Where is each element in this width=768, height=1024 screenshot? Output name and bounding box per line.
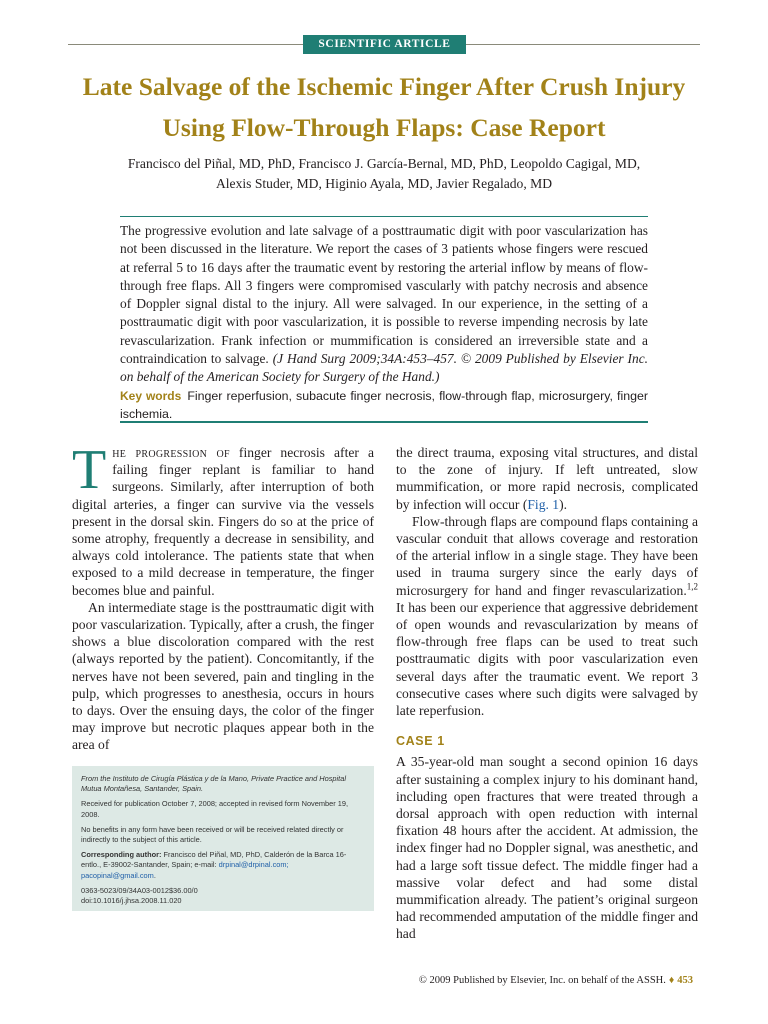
page-number: 453 <box>677 975 693 986</box>
case-1-heading: CASE 1 <box>396 734 445 749</box>
intro-paragraph-3-text: the direct trauma, exposing vital structures, and distal to the zone of injury. If left untreated, slow mummification, or more rapid necrosis, complicated by infection will occur ( <box>396 445 698 512</box>
intro-paragraph-4-text: Flow-through flaps are compound flaps containing a vascular conduit that allows coverage and restoration of the arterial inflow in a single stage. They have been used in trauma surgery since the early days of microsurgery for hand and finger revascularization. <box>396 513 698 598</box>
received-dates: Received for publication October 7, 2008; accepted in revised form November 19, 2008. <box>81 799 349 819</box>
affiliation: From the Instituto de Cirugía Plástica y de la Mano, Private Practice and Hospital Mutua Montañesa, Santander, Spain. <box>81 774 346 794</box>
benefits-statement: No benefits in any form have been received or will be received related directly or indirectly to the subject of this article. <box>81 824 344 845</box>
intro-paragraph-4 <box>396 513 698 719</box>
left-column <box>72 439 374 754</box>
intro-paragraph-4-rest: It has been our experience that aggressive debridement of open wounds and revascularization by means of flow-through free flaps can be used to treat such posttraumatic digits with poor vascularization even several days after the traumatic event. We report 3 consecutive cases where such digits were salvaged by late reperfusion. <box>396 599 698 719</box>
copyright-text: © 2009 Published by Elsevier, Inc. on behalf of the ASSH. <box>418 975 666 986</box>
title-line-2: Using Flow-Through Flaps: Case Report <box>162 113 606 142</box>
title-line-1: Late Salvage of the Ischemic Finger After Crush Injury <box>82 72 686 101</box>
intro-paragraph-2: An intermediate stage is the posttraumatic digit with poor vascularization. Typically, after a crush, the finger shows a blue discoloration compared with the rest (always reported by the patient). Concomitantly, if the nerves have not been severed, pain and tingling in the pulp, which progresses to anesthesia, occurs in hours to days. Over the ensuing days, the color of the finger may improve but necrotic plaques appear both in the area of <box>72 599 374 753</box>
keywords-label: Key words <box>120 388 182 403</box>
abstract-bottom-rule <box>120 421 648 423</box>
abstract-body: The progressive evolution and late salvage of a posttraumatic digit with poor vascularization has not been discussed in the literature. We report the cases of 3 patients whose fingers were rescued at referral 5 to 16 days after the traumatic event by restoring the arterial inflow by means of flow-through free flaps. All 3 fingers were compromised vascularly with patchy necrosis and absence of Doppler signal distal to the injury. All were salvaged. In our experience, in the setting of a posttraumatic digit with poor vascularization, it is possible to reverse impending necrosis by late revascularization. Frank infection or mummification is considered an irreversible state and a contraindication to salvage. <box>120 223 648 367</box>
abstract-citation: (J Hand Surg 2009;34A:453–457. © 2009 Published by Elsevier Inc. on behalf of the American Society for Surgery of the Hand.) <box>120 351 648 385</box>
author-list <box>80 154 688 194</box>
diamond-icon: ♦ <box>668 975 675 986</box>
reference-1-2[interactable]: 1,2 <box>686 581 698 592</box>
corresponding-author-end: . <box>153 870 156 880</box>
issn: 0363-5023/09/34A03-0012$36.00/0 <box>81 885 198 895</box>
intro-paragraph-1-text: finger necrosis after a failing finger replant is familiar to hand surgeons. Similarly, after interruption of both digital arteries, a finger can survive via the vessels present in the dorsal skin. Fingers do so at the price of some atrophy, frequently a decrease in sensibility, and always cold intolerance. The patients state that when exposed to a mild decrease in temperature, the finger becomes blue and painful. <box>72 445 374 598</box>
authors-line-1: Francisco del Piñal, MD, PhD, Francisco J. García-Bernal, MD, PhD, Leopoldo Cagigal, MD, <box>127 156 641 171</box>
article-title <box>40 66 728 148</box>
intro-paragraph-3 <box>396 444 698 513</box>
corresponding-author-label: Corresponding author: <box>81 850 162 860</box>
case-1-paragraph: A 35-year-old man sought a second opinion 16 days after sustaining a complex injury to his dominant hand, including open fractures that were treated through a dorsal approach with open reduction with internal fixation 48 hours after the accident. At admission, the index finger had no Doppler signal, was anesthetic, and had a large soft tissue defect. The middle finger had a massive volar defect and had some distal mummification already. The patient’s original surgeon had recommended amputation of the middle finger and had <box>396 754 698 942</box>
section-label: SCIENTIFIC ARTICLE <box>303 35 466 54</box>
email-link[interactable]: drpinal@drpinal.com; pacopinal@gmail.com <box>81 860 289 880</box>
intro-paragraph-3-end: ). <box>559 496 568 512</box>
drop-cap: T <box>72 439 107 501</box>
corresponding-author-text: Francisco del Piñal, MD, PhD, Calderón de la Barca 16-entlo., E-39002-Santander, Spain; e-mail: <box>81 850 347 870</box>
page-footer <box>419 975 693 986</box>
article-info-box <box>72 766 374 911</box>
right-column <box>396 444 698 943</box>
authors-line-2: Alexis Studer, MD, Higinio Ayala, MD, Javier Regalado, MD <box>215 176 553 191</box>
doi: doi:10.1016/j.jhsa.2008.11.020 <box>81 896 182 906</box>
lead-in-smallcaps: he progression of <box>112 445 230 460</box>
keywords: Finger reperfusion, subacute finger necrosis, flow-through flap, microsurgery, finger ischemia. <box>120 388 648 421</box>
abstract <box>120 216 648 423</box>
intro-paragraph-1 <box>72 439 374 599</box>
figure-1-link[interactable]: Fig. 1 <box>527 496 560 512</box>
corresponding-author <box>81 850 365 881</box>
